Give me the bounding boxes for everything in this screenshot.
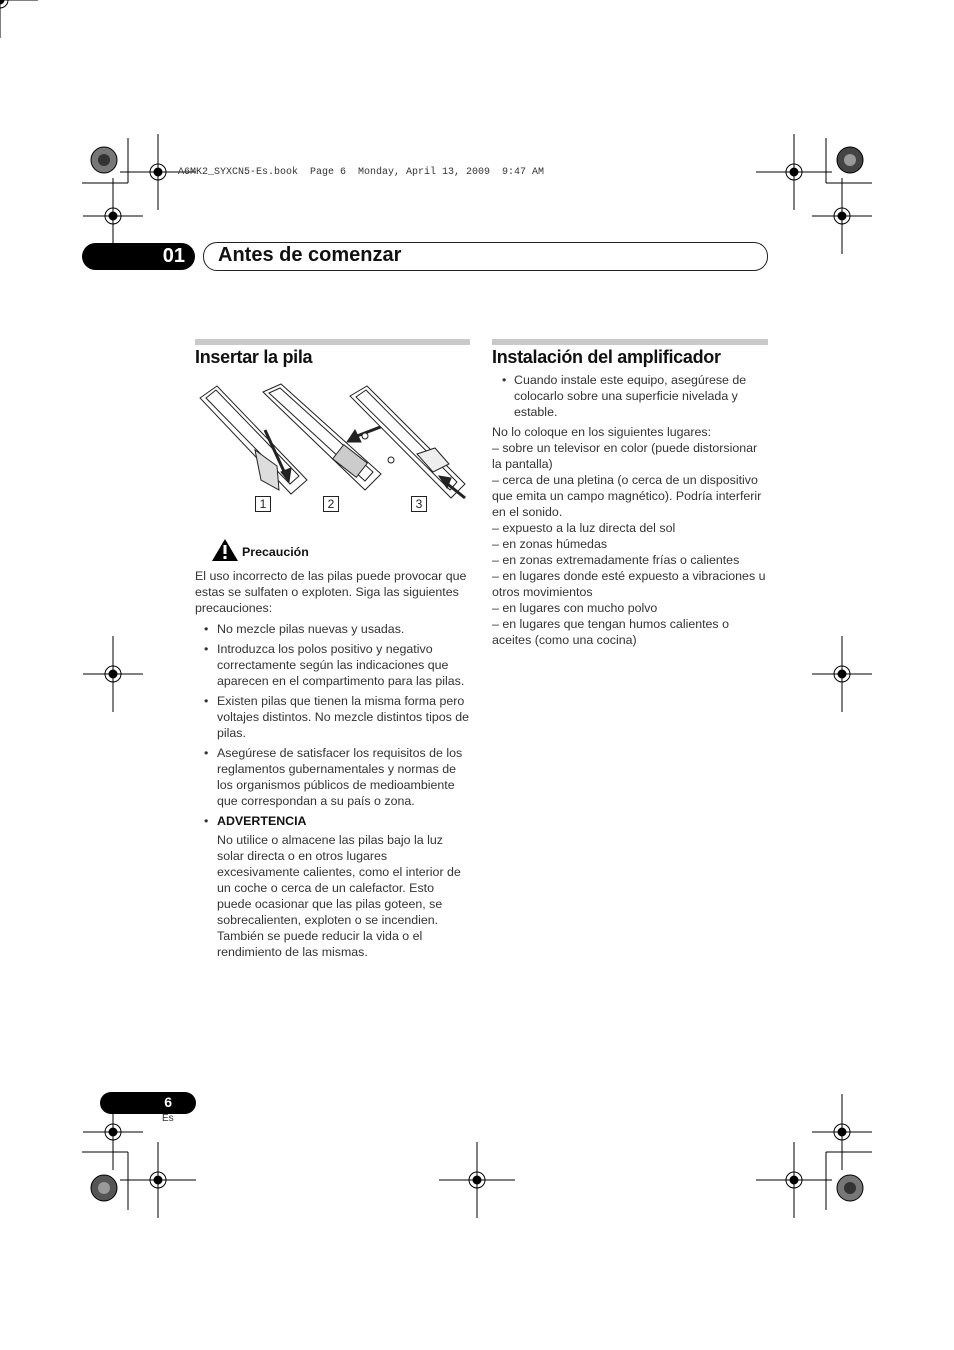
list-item: • Cuando instale este equipo, asegúrese de colocarlo sobre una superficie nivelada y estable. xyxy=(492,372,768,420)
list-item: • No mezcle pilas nuevas y usadas. xyxy=(195,621,470,637)
list-item: – en lugares donde esté expuesto a vibraciones u otros movimientos xyxy=(492,569,766,599)
chapter-number-badge xyxy=(82,243,195,270)
page-number: 6 xyxy=(164,1094,172,1110)
list-item: – cerca de una pletina (o cerca de un dispositivo que emita un campo magnético). Podría interferir en el sonido. xyxy=(492,473,762,519)
page-language: Es xyxy=(162,1113,174,1124)
right-column-body xyxy=(492,372,768,648)
placement-intro: No lo coloque en los siguientes lugares: xyxy=(492,425,712,439)
placement-list xyxy=(492,424,768,648)
caution-bullet-list xyxy=(195,621,470,960)
section-title-install-amplifier: Instalación del amplificador xyxy=(492,347,721,367)
page-number-badge xyxy=(100,1092,196,1114)
chapter-title-box xyxy=(203,242,768,271)
chapter-number: 01 xyxy=(162,245,185,267)
list-item: – en zonas húmedas xyxy=(492,537,608,551)
section-title-insert-battery: Insertar la pila xyxy=(195,347,313,367)
section-bar-left xyxy=(195,339,470,345)
list-item: – en zonas extremadamente frías o calientes xyxy=(492,553,740,567)
warning-item xyxy=(195,813,470,960)
caution-title: Precaución xyxy=(242,545,309,559)
list-item: – sobre un televisor en color (puede distorsionar la pantalla) xyxy=(492,441,758,471)
warning-text: No utilice o almacene las pilas bajo la luz solar directa o en otros lugares excesivamente calientes, como el interior de un coche o cerca de un calefactor. Esto puede ocasionar que las pilas goteen, se sobrecalienten, exploten o se incendien. También se puede reducir la vida o el rendimiento de las mismas. xyxy=(217,833,461,959)
list-item: – en lugares con mucho polvo xyxy=(492,601,658,615)
chapter-title: Antes de comenzar xyxy=(218,244,402,266)
caution-intro: El uso incorrecto de las pilas puede provocar que estas se sulfaten o exploten. Siga las siguientes precauciones: xyxy=(195,569,467,615)
battery-insertion-figure xyxy=(195,380,470,515)
section-bar-right xyxy=(492,339,768,345)
warning-title: • ADVERTENCIA xyxy=(217,814,307,828)
left-column-body xyxy=(195,568,470,964)
figure-step-3: 3 xyxy=(411,496,427,512)
list-item: • Existen pilas que tienen la misma forma pero voltajes distintos. No mezcle distintos tipos de pilas. xyxy=(195,693,470,741)
book-file-header: A6MK2_SYXCN5-Es.book Page 6 Monday, April 13, 2009 9:47 AM xyxy=(178,167,545,178)
list-item: • Asegúrese de satisfacer los requisitos de los reglamentos gubernamentales y normas de los organismos públicos de medioambiente que correspondan a su país o zona. xyxy=(195,745,470,809)
list-item: – expuesto a la luz directa del sol xyxy=(492,521,676,535)
list-item: – en lugares que tengan humos calientes o aceites (como una cocina) xyxy=(492,617,729,647)
caution-warning-icon xyxy=(211,538,239,562)
install-bullet-list xyxy=(492,372,768,420)
figure-step-2: 2 xyxy=(323,496,339,512)
figure-step-1: 1 xyxy=(255,496,271,512)
list-item: • Introduzca los polos positivo y negativo correctamente según las indicaciones que aparecen en el compartimento para las pilas. xyxy=(195,641,470,689)
